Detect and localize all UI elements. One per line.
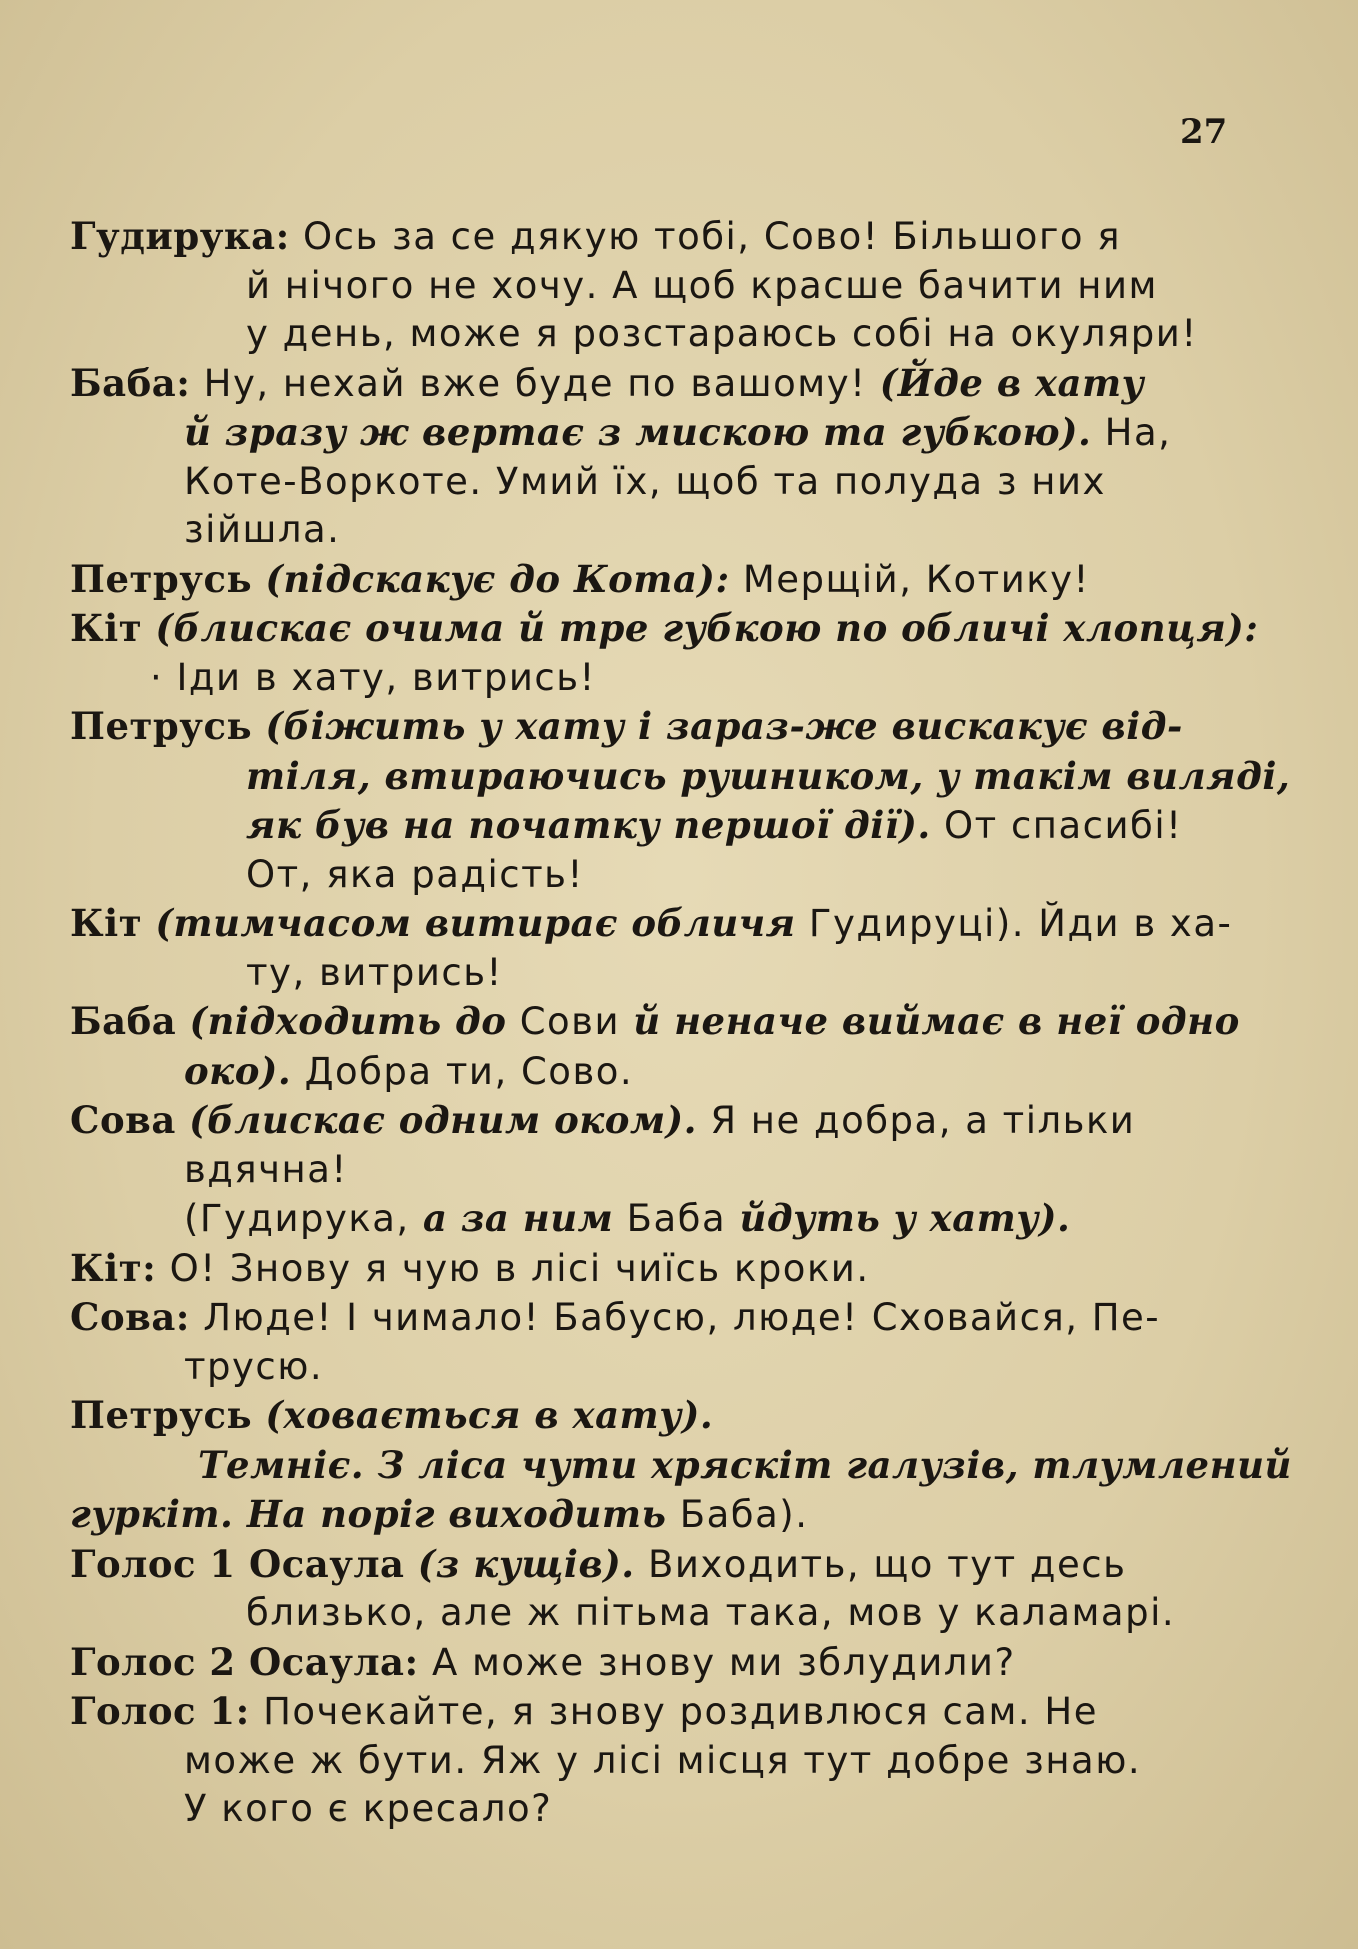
dialogue-line (70, 1737, 1252, 1786)
dialogue-line (70, 458, 1252, 507)
dialogue-text: ту, витрись! (246, 950, 503, 994)
dialogue-line (70, 1047, 1252, 1097)
dialogue-line (70, 604, 1259, 654)
speaker-name: Кіт (70, 901, 143, 945)
stage-direction: (Йде в хату (879, 360, 1145, 405)
dialogue-line (70, 1490, 1252, 1540)
speaker-name: Петрусь (70, 1393, 253, 1437)
page-number: 27 (1180, 112, 1228, 152)
dialogue-text: На, (1104, 411, 1172, 454)
dialogue-line (70, 262, 1252, 311)
stage-direction: око). (184, 1048, 292, 1093)
dialogue-text: й нічого не хочу. А щоб красше бачити ним (246, 263, 1158, 307)
dialogue-text: Мерщій, Котику! (742, 557, 1090, 601)
dialogue-line (70, 899, 1252, 949)
speaker-name: Голос 1: (70, 1689, 250, 1733)
dialogue-line (70, 654, 1252, 703)
dialogue-text: вдячна! (184, 1147, 348, 1191)
dialogue-line (70, 408, 1252, 458)
speaker-name: Сова (70, 1098, 176, 1142)
dialogue-line (70, 949, 1252, 998)
stage-direction: й зразу ж вертає з мискою та губкою). (184, 410, 1092, 454)
stage-direction: (блискає очима й тре губкою по обличі хлопця): (155, 606, 1259, 650)
dialogue-line (70, 1687, 1252, 1737)
speaker-name: Петрусь (70, 704, 253, 748)
dialogue-text: Люде! І чимало! Бабусю, люде! Сховайся, Пе- (203, 1296, 1161, 1339)
dialogue-text: трусю. (184, 1344, 324, 1388)
dialogue-line (70, 752, 1291, 802)
dialogue-line (70, 1096, 1252, 1146)
stage-direction: Темніє. З ліса чути хряскіт галузів, тлумлений (198, 1442, 1292, 1487)
dialogue-text: може ж бути. Яж у лісі місця тут добре знаю. (184, 1738, 1142, 1782)
stage-direction: (з кущів). (417, 1541, 635, 1586)
speaker-name: Баба (70, 999, 177, 1043)
stage-direction: й неначе виймає в неї одно (633, 999, 1240, 1043)
dialogue-text: А може знову ми зблудили? (431, 1640, 1016, 1684)
dialogue-line (70, 506, 1252, 555)
stage-direction: тіля, втираючись рушником, у такім виляді, (246, 753, 1291, 798)
dialogue-text: Гудируці). (808, 902, 1026, 945)
dialogue-line (70, 359, 1252, 409)
dialogue-text: Баба (626, 1197, 727, 1240)
dialogue-line (70, 851, 1252, 900)
dialogue-text: зійшла. (184, 508, 341, 551)
dialogue-line (70, 1540, 1252, 1590)
dialogue-text: Добра ти, Сово. (304, 1049, 634, 1093)
dialogue-line (70, 801, 1252, 851)
dialogue-text: Ну, нехай вже буде по вашому! (203, 361, 867, 405)
speaker-name: Петрусь (70, 556, 253, 601)
dialogue-text: У кого є кресало? (184, 1787, 553, 1830)
stage-direction: (тимчасом витирає обличя (155, 901, 796, 945)
stage-direction: йдуть у хату). (739, 1196, 1071, 1240)
dialogue-line (70, 702, 1252, 752)
stage-direction: як був на початку першої дії). (246, 803, 931, 847)
stage-direction: (біжить у хату і зараз-же вискакує від- (265, 704, 1183, 748)
dialogue-text: у день, може я розстараюсь собі на окуляри! (246, 312, 1198, 355)
dialogue-text: · Іди в хату, витрись! (150, 655, 596, 699)
speaker-name: Кіт (70, 606, 143, 650)
dialogue-line (70, 997, 1252, 1047)
dialogue-text: О! Знову я чую в лісі чиїсь кроки. (169, 1246, 870, 1290)
dialogue-text: От спасибі! (944, 804, 1183, 847)
dialogue-text: Йди в ха- (1038, 902, 1233, 945)
dialogue-text: Сови (519, 1000, 621, 1043)
speaker-name: Голос 2 Осаула: (70, 1639, 419, 1684)
dialogue-line (70, 1343, 1252, 1392)
dialogue-line (70, 212, 1252, 262)
speaker-name: Сова: (70, 1295, 190, 1339)
dialogue-line (70, 310, 1252, 359)
stage-direction: (ховається в хату). (265, 1393, 714, 1437)
dialogue-line (70, 555, 1252, 605)
dialogue-line (70, 1589, 1252, 1638)
stage-direction: (блискає одним оком). (189, 1098, 698, 1142)
dialogue-line (70, 1293, 1252, 1343)
dialogue-text: Баба). (679, 1493, 809, 1536)
stage-direction: (підходить до (189, 999, 507, 1043)
dialogue-text: Виходить, що тут десь (647, 1542, 1127, 1586)
dialogue-line (70, 1391, 1252, 1441)
dialogue-line (70, 1638, 1252, 1688)
speaker-name: Кіт: (70, 1245, 157, 1290)
play-text (70, 212, 1292, 1834)
dialogue-line (70, 1146, 1252, 1195)
dialogue-text: Коте-Воркоте. Умий їх, щоб та полуда з них (184, 459, 1106, 503)
dialogue-line (70, 1785, 1252, 1834)
dialogue-line (70, 1194, 1252, 1244)
dialogue-text: От, яка радість! (246, 852, 584, 896)
dialogue-text: Почекайте, я знову роздивлюся сам. Не (263, 1690, 1098, 1733)
dialogue-line (70, 1244, 1252, 1294)
speaker-name: Голос 1 Осаула (70, 1541, 405, 1586)
dialogue-text: Я не добра, а тільки (710, 1099, 1136, 1142)
stage-direction: а за ним (422, 1196, 614, 1240)
dialogue-text: Ось за се дякую тобі, Сово! Більшого я (303, 215, 1122, 258)
dialogue-text: близько, але ж пітьма така, мов у каламарі. (246, 1591, 1176, 1634)
dialogue-text: (Гудирука, (184, 1197, 410, 1240)
speaker-name: Баба: (70, 360, 191, 405)
speaker-name: Гудирука: (70, 214, 290, 258)
stage-direction: гуркіт. На поріг виходить (70, 1492, 667, 1536)
stage-direction: (підскакує до Кота): (265, 556, 730, 601)
dialogue-line (70, 1441, 1292, 1491)
